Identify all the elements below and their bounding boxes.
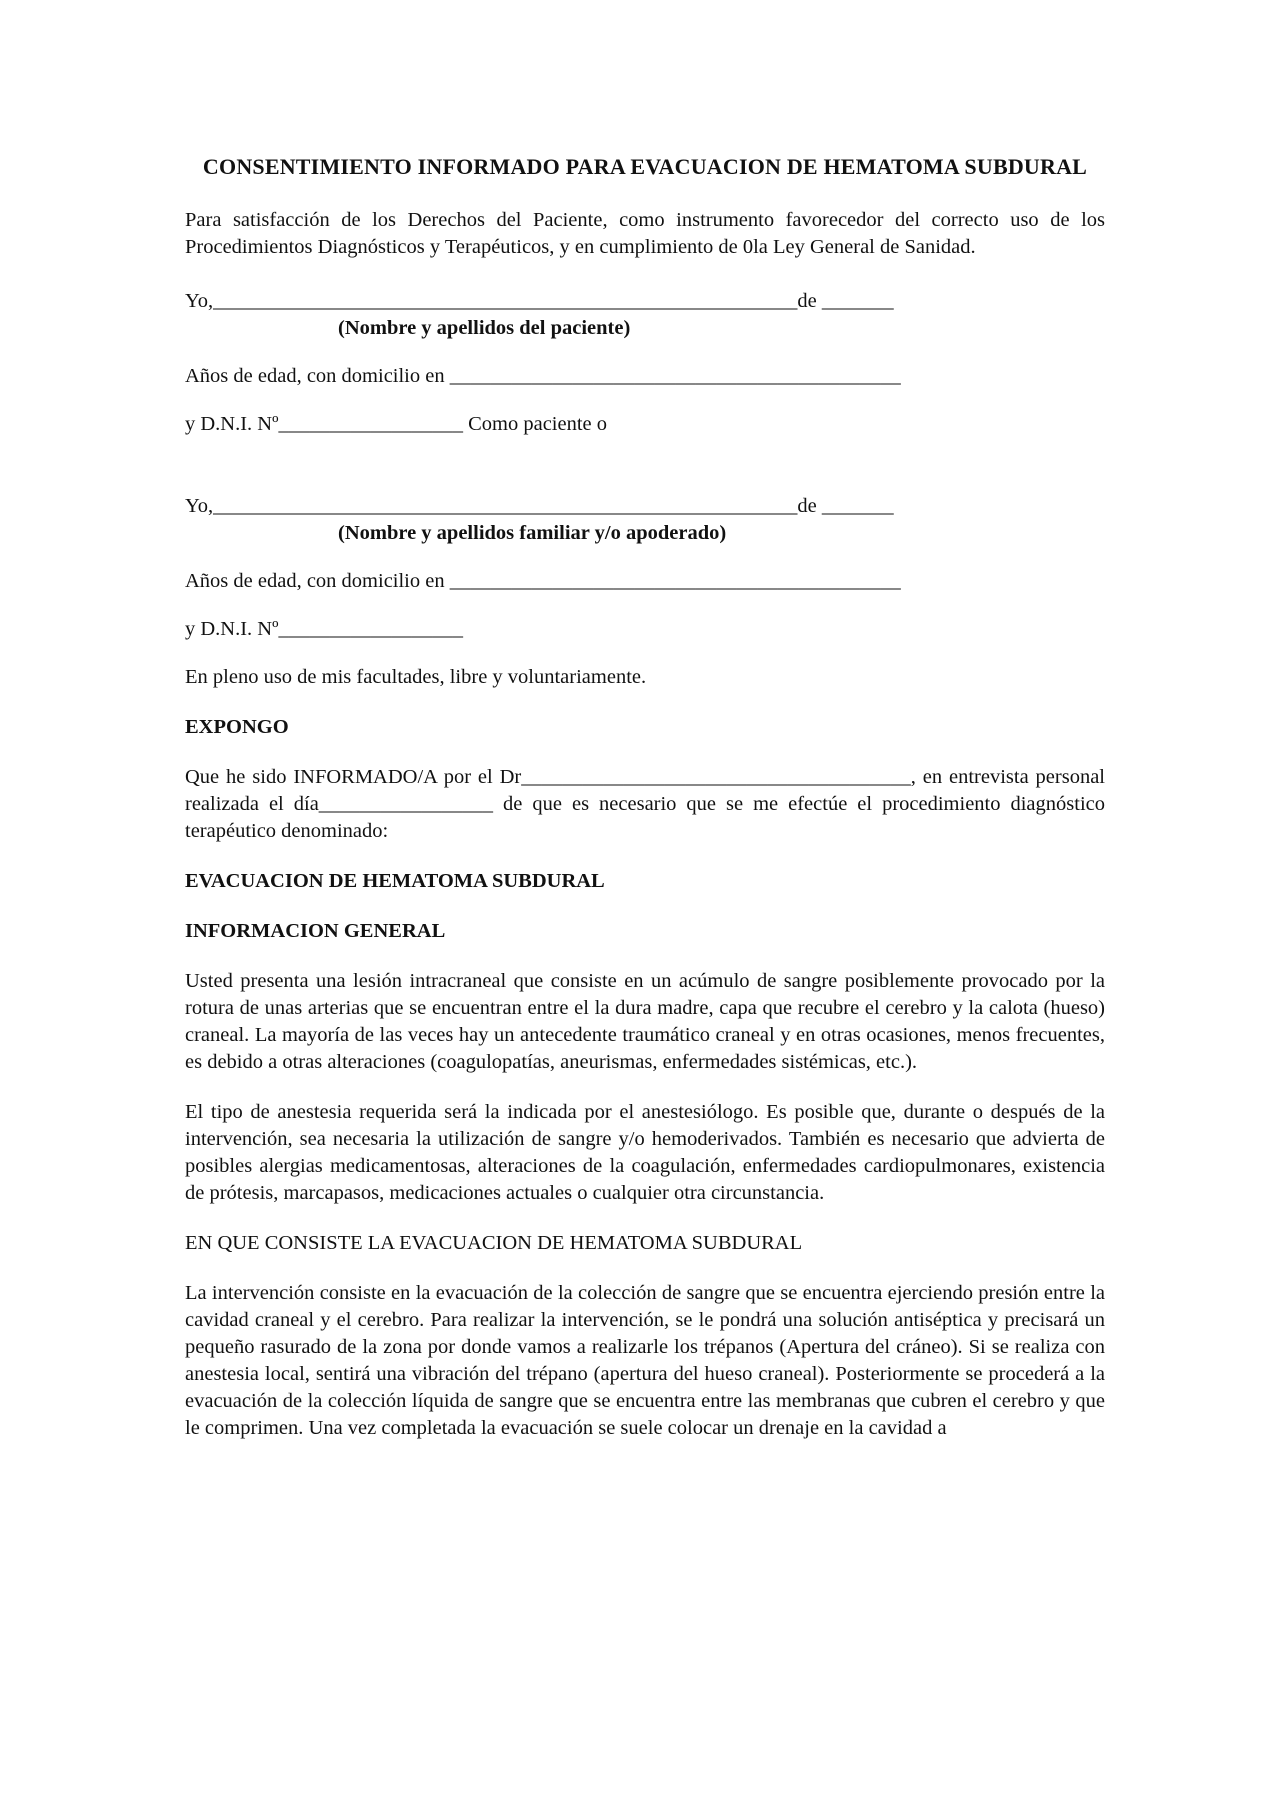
relative-dni-line: y D.N.I. Nº__________________ (185, 618, 463, 640)
patient-address-line: Años de edad, con domicilio en ____________________________________________ (185, 365, 901, 387)
relative-address-line: Años de edad, con domicilio en ____________________________________________ (185, 570, 901, 592)
general-info-heading: INFORMACION GENERAL (185, 920, 446, 942)
full-use-statement: En pleno uso de mis facultades, libre y voluntariamente. (185, 666, 647, 688)
patient-name-caption: (Nombre y apellidos del paciente) (338, 317, 631, 339)
relative-name-caption: (Nombre y apellidos familiar y/o apoderado) (338, 522, 727, 544)
intro-paragraph: Para satisfacción de los Derechos del Paciente, como instrumento favorecedor del correcto uso de los Procedimientos Diagnósticos y Terapéuticos, y en cumplimiento de 0la Ley General de Sanidad. (185, 209, 1105, 258)
patient-dni-line: y D.N.I. Nº__________________ Como paciente o (185, 413, 608, 435)
expongo-paragraph: Que he sido INFORMADO/A por el Dr______________________________________, en entrevista personal realizada el día_________________ de que es necesario que se me efectúe el procedimiento diagnóstico terapéutico denominado: (185, 766, 1105, 842)
document-body (185, 152, 1105, 1442)
expongo-heading: EXPONGO (185, 716, 289, 738)
procedure-heading: EVACUACION DE HEMATOMA SUBDURAL (185, 870, 605, 892)
relative-name-line: Yo,_________________________________________________________de _______ (185, 495, 894, 517)
document-title: CONSENTIMIENTO INFORMADO PARA EVACUACION DE HEMATOMA SUBDURAL (202, 154, 1088, 179)
consists-paragraph-1: La intervención consiste en la evacuación de la colección de sangre que se encuentra ejerciendo presión entre la cavidad craneal y el cerebro. Para realizar la intervención, se le pondrá una solución antiséptica y precisará un pequeño rasurado de la zona por donde vamos a realizarle los trépanos (Apertura del cráneo). Si se realiza con anestesia local, sentirá una vibración del trépano (apertura del hueso craneal). Posteriormente se procederá a la evacuación de la colección líquida de sangre que se encuentra entre las membranas que cubren el cerebro y que le comprimen. Una vez completada la evacuación se suele colocar un drenaje en la cavidad a (185, 1282, 1105, 1439)
patient-name-line: Yo,_________________________________________________________de _______ (185, 290, 894, 312)
consists-heading: EN QUE CONSISTE LA EVACUACION DE HEMATOMA SUBDURAL (185, 1232, 803, 1254)
general-info-paragraph-2: El tipo de anestesia requerida será la indicada por el anestesiólogo. Es posible que, durante o después de la intervención, sea necesaria la utilización de sangre y/o hemoderivados. También es necesario que advierta de posibles alergias medicamentosas, alteraciones de la coagulación, enfermedades cardiopulmonares, existencia de prótesis, marcapasos, medicaciones actuales o cualquier otra circunstancia. (185, 1101, 1105, 1204)
general-info-paragraph-1: Usted presenta una lesión intracraneal que consiste en un acúmulo de sangre posiblemente provocado por la rotura de unas arterias que se encuentran entre el la dura madre, capa que recubre el cerebro y la calota (hueso) craneal. La mayoría de las veces hay un antecedente traumático craneal y en otras ocasiones, menos frecuentes, es debido a otras alteraciones (coagulopatías, aneurismas, enfermedades sistémicas, etc.). (185, 970, 1105, 1073)
